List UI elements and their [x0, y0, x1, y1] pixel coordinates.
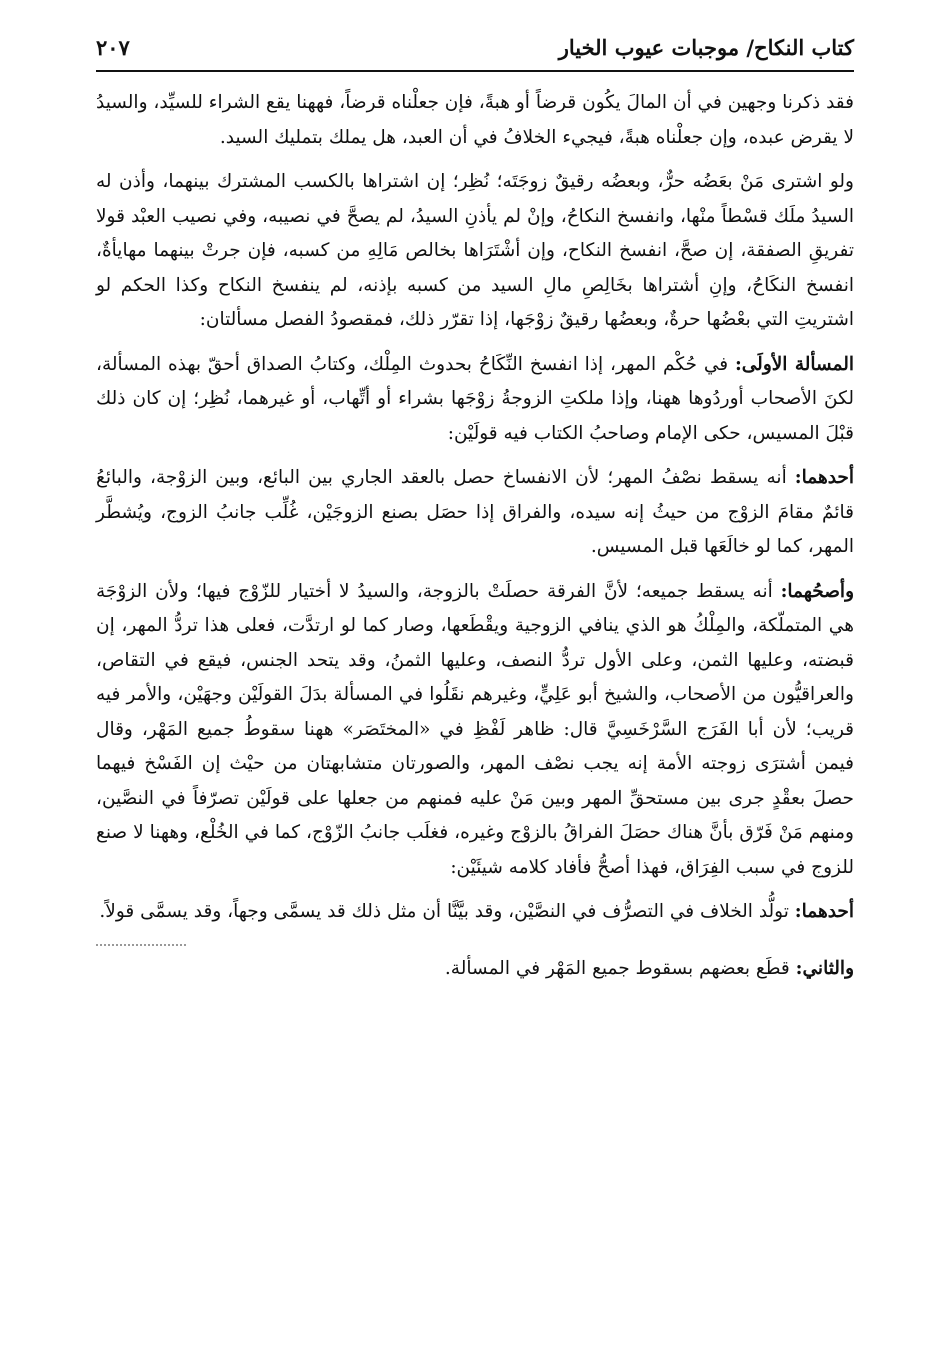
paragraph-text: أنه يسقط جميعه؛ لأنَّ الفرقة حصلَتْ بالزوجة، والسيدُ لا أختيار للزّوْج فيها؛ ولأن الزوْجَة هي المتملّكة، والمِلْكُ هو الذي ينافي الزوجية ويقْطَعها، وصار كما لو ارتدَّت، فعلى هذا تردُّ المهر، إن قبضته، وعليها الثمن، وعلى الأول تردُّ النصف، وعليها الثمنُ، وقد يتحد الجنس، فيقع في التقاص، والعراقيُّون من الأصحاب، والشيخ أبو عَلِيٍّ، وغيرهم نقَلُوا في المسألة بدَلَ القولَيْن وجهَيْن، والأمر فيه قريب؛ لأن أبا الفَرَج السَّرْخَسِيَّ قال: ظاهر لَفْظِ في «المختَصَر» ههنا سقوطُ جميع المَهْر، وقال فيمن أشترَى زوجته الأمة إنه يجب نصْف المهر، والصورتان متشابهتان من حيْث إن الفَسْخ فيهما حصلَ بعقْدٍ جرى بين مستحقِّ المهر وبين مَنْ عليه فمنهم من جعلها على قولَيْن تصرّفاً في النصَّين، ومنهم مَنْ فَرّق بأنَّ هناك حصَلَ الفراقُ بالزوْج وغيره، فغلَب جانبُ الزّوْج، كما في الخُلْع، وههنا لا صنع للزوج في سبب الفِرَاق، فهذا أصحُّ فأفاد كلامه شيئَيْن: — [96, 580, 854, 878]
paragraph-sounder-view — [96, 575, 854, 886]
paragraph-text: قطَع بعضهم بسقوط جميع المَهْر في المسألة. — [444, 957, 790, 979]
paragraph-lead: والثاني: — [795, 957, 854, 979]
paragraph-text: تولُّد الخلاف في التصرُّف في النصَّيْن، وقد بيَّنَّا أن مثل ذلك قد يسمَّى وجهاً، وقد يسمَّى قولاً. — [99, 901, 789, 922]
paragraph-lead: أحدهما: — [794, 901, 854, 922]
paragraph-text: ولو اشترى مَنْ بعَضُه حرٌّ، وبعضُه رقيقٌ زوجَتَه؛ نُظِر؛ إن اشتراها بالكسب المشترك بينهما، وأذن له السيدُ ملَك قسْطاً منْها، وانفسخ النكاحُ، وإنْ لم يأذنِ السيدُ، لم يصحَّ في نصيبه، وفي نصيب العبْد قولا تفريقِ الصفقة، إن صحَّ، انفسخ النكاح، وإن أشْتَرَاها بخالص مَالِهِ من كسبه، فإن جرتْ بينهما مهايأةٌ، انفسخ النكَاحُ، وإنِ أشتراها بخَالِصِ مالِ السيد من كسبه بإذنه، لم ينفسخ النكاح وكذا الحكم لو اشتريتِ التي بعْضُها حرةٌ، وبعضُها رقيقٌ زوْجَها، إذا تقرّر ذلك، فمقصودُ الفصل مسألتان: — [96, 171, 854, 330]
paragraph-first-issue — [96, 348, 854, 452]
paragraph-1 — [96, 86, 854, 155]
paragraph-first-point — [96, 895, 854, 930]
page-number: ٢٠٧ — [96, 34, 130, 60]
paragraph-text: أنه يسقط نصْفُ المهر؛ لأن الانفساخ حصل بالعقد الجاري بين البائع، وبين الزوْجة، والبائعُ قائمٌ مقامَ الزوْج من حيثُ إنه سيده، والفراق إذا حصَل بصنع الزوجَيْن، غُلِّب جانبُ الزوج، ويُشطَّر المهر، كما لو خالَعَها قبل المسيس. — [96, 467, 854, 557]
paragraph-text: فقد ذكرنا وجهين في أن المالَ يكُون قرضاً أو هبةً، فإن جعلْناه قرضاً، فههنا يقع الشراء للسيِّد، والسيدُ لا يقرض عبده، وإن جعلْناه هبةً، فيجيء الخلافُ في أن العبد، هل يملك بتمليك السيد. — [96, 92, 854, 148]
paragraph-lead: وأصحُهما: — [780, 580, 855, 602]
paragraph-first-view — [96, 461, 854, 565]
running-header — [96, 28, 854, 66]
paragraph-second-point — [96, 952, 854, 987]
header-rule — [96, 70, 854, 72]
dotted-separator — [96, 944, 186, 946]
page-body — [96, 86, 854, 986]
paragraph-lead: المسألة الأولَى: — [734, 353, 855, 375]
paragraph-2 — [96, 165, 854, 338]
header-title: كتاب النكاح/ موجبات عيوب الخيار — [558, 34, 854, 60]
paragraph-text: في حُكْم المهر، إذا انفسخ النِّكَاحُ بحدوث المِلْك، وكتابُ الصداق أحقّ بهذه المسألة، لكنَ الأصحاب أوردُوها ههنا، وإذا ملكتِ الزوجةُ زوْجَها بشراء أو أتِّهاب، أو غيرهما، نُظِر؛ إن كان ذلك قبْلَ المسيس، حكى الإمام وصاحبُ الكتاب فيه قولَيْن: — [96, 353, 854, 444]
paragraph-lead: أحدهما: — [794, 467, 854, 488]
